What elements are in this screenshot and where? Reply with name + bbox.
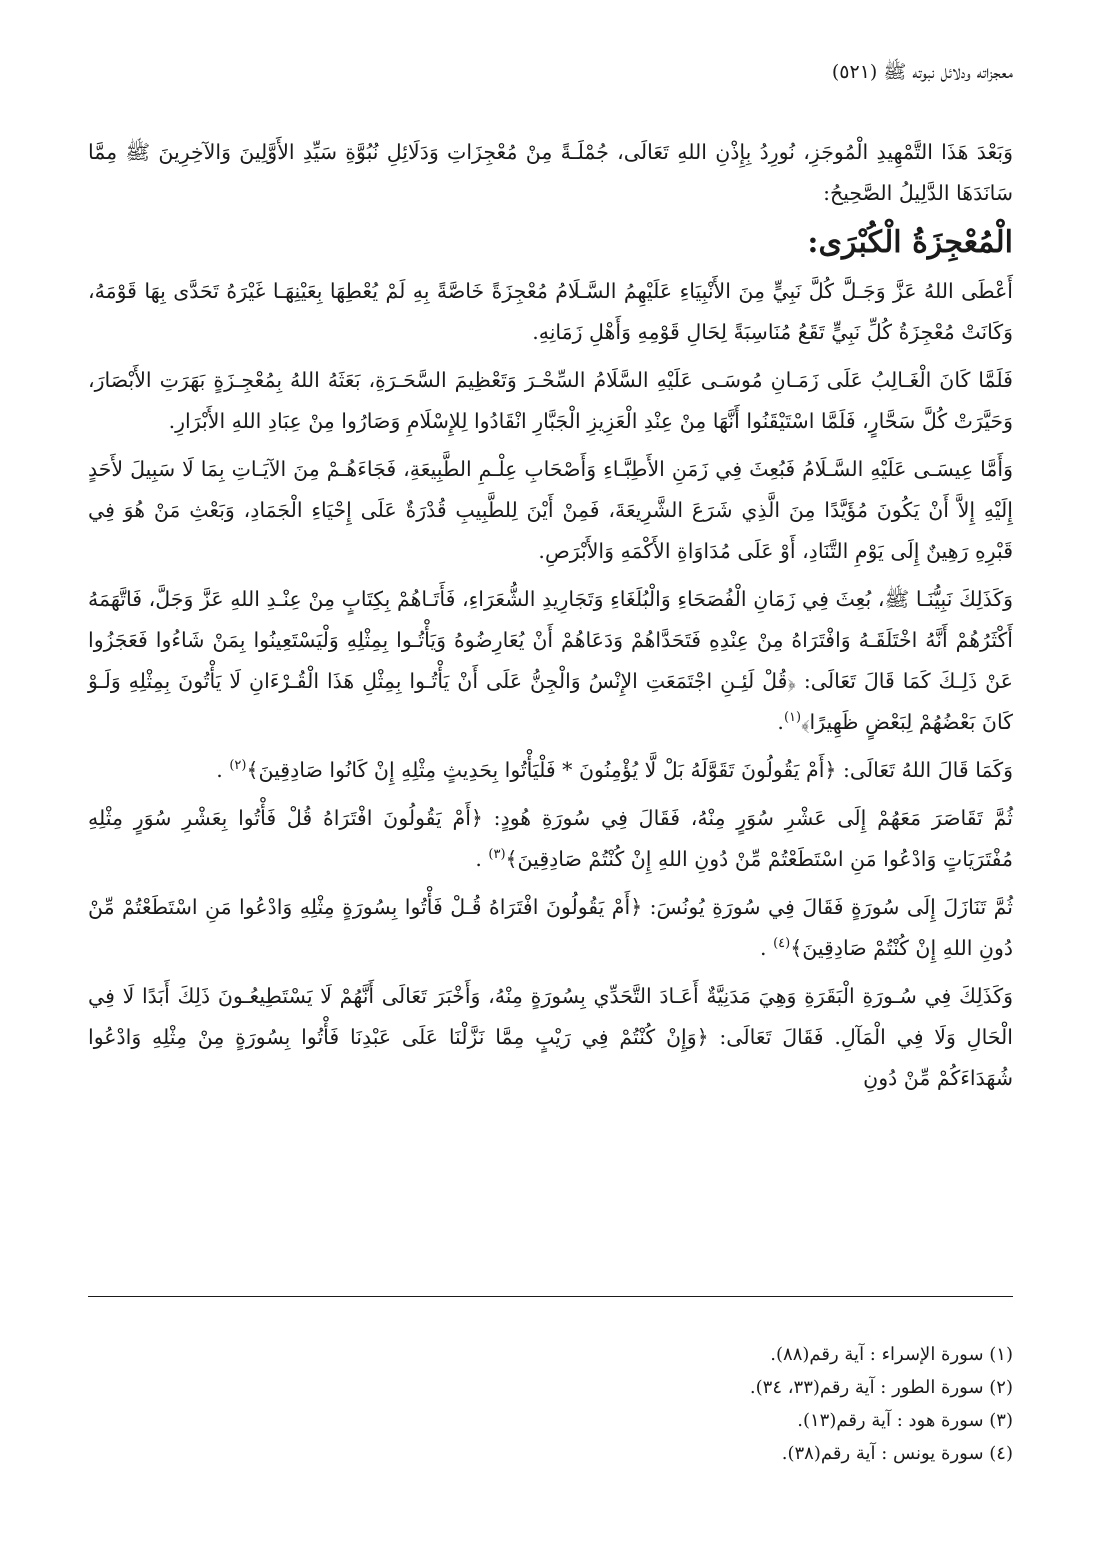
paragraph-4: وَكَذَلِكَ نَبِيُّنَـا ﷺ، بُعِثَ فِي زَمَانِ الْفُصَحَاءِ وَالْبُلَغَاءِ وَتَجَارِيدِ الشُّعَرَاءِ، فَأَتَـاهُمْ بِكِتَابٍ مِنْ عِنْـدِ اللهِ عَزَّ وَجَلَّ، فَاتَّهَمَهُ أَكْثَرُهُمْ أَنَّهُ اخْتَلَقَـهُ وَافْتَرَاهُ مِنْ عِنْدِهِ فَتَحَدَّاهُمْ وَدَعَاهُمْ أَنْ يُعَارِضُوهُ وَيَأْتُـوا بِمِثْلِهِ وَلْيَسْتَعِينُوا بِمَنْ شَاءُوا فَعَجَزُوا عَنْ ذَلِـكَ كَمَا قَالَ تَعَالَى: ﴿قُلْ لَئِـنِ اجْتَمَعَتِ الإِنْسُ وَالْجِنُّ عَلَى أَنْ يَأْتُـوا بِمِثْلِ هَذَا الْقُـرْءَانِ لَا يَأْتُونَ بِمِثْلِهِ وَلَـوْ كَانَ بَعْضُهُمْ لِبَعْضٍ ظَهِيرًا﴾$^{(١)}$. bbox=[88, 587, 1013, 734]
paragraph-6-text: ثُمَّ تَقَاصَرَ مَعَهُمْ إِلَى عَشْرِ سُوَرٍ مِنْهُ، فَقَالَ فِي سُورَةِ هُودٍ: ﴿أَمْ يَقُولُونَ افْتَرَاهُ قُلْ فَأْتُوا بِعَشْرِ سُوَرٍ مِثْلِهِ مُفْتَرَيَاتٍ وَادْعُوا مَنِ اسْتَطَعْتُمْ مِّنْ دُونِ اللهِ إِنْ كُنْتُمْ صَادِقِينَ﴾ bbox=[88, 806, 1013, 871]
paragraph-8: وَكَذَلِكَ فِي سُـورَةِ الْبَقَرَةِ وَهِيَ مَدَنِيَّةٌ أَعَـادَ التَّحَدِّي بِسُورَةٍ مِنْهُ، وَأَخْبَرَ تَعَالَى أَنَّهُمْ لَا يَسْتَطِيعُـونَ ذَلِكَ أَبَدًا لَا فِي الْحَالِ وَلَا فِي الْمَآلِ. فَقَالَ تَعَالَى: ﴿وَإِنْ كُنْتُمْ فِي رَيْبٍ مِمَّا نَزَّلْنَا عَلَى عَبْدِنَا فَأْتُوا بِسُورَةٍ مِنْ مِثْلِهِ وَادْعُوا شُهَدَاءَكُمْ مِّنْ دُونِ bbox=[88, 984, 1013, 1090]
footnote-ref-3[interactable]: (٣) bbox=[488, 847, 506, 863]
paragraph-4-text: وَكَذَلِكَ نَبِيُّنَـا ﷺ، بُعِثَ فِي زَمَانِ الْفُصَحَاءِ وَالْبُلَغَاءِ وَتَجَارِيدِ الشُّعَرَاءِ، فَأَتَـاهُمْ بِكِتَابٍ مِنْ عِنْـدِ اللهِ عَزَّ وَجَلَّ، فَاتَّهَمَهُ أَكْثَرُهُمْ أَنَّهُ اخْتَلَقَـهُ وَافْتَرَاهُ مِنْ عِنْدِهِ فَتَحَدَّاهُمْ وَدَعَاهُمْ أَنْ يُعَارِضُوهُ وَيَأْتُـوا بِمِثْلِهِ وَلْيَسْتَعِينُوا بِمَنْ شَاءُوا فَعَجَزُوا عَنْ ذَلِـكَ كَمَا قَالَ تَعَالَى: ﴿قُلْ لَئِـنِ اجْتَمَعَتِ الإِنْسُ وَالْجِنُّ عَلَى أَنْ يَأْتُـوا بِمِثْلِ هَذَا الْقُـرْءَانِ لَا يَأْتُونَ بِمِثْلِهِ وَلَـوْ كَانَ بَعْضُهُمْ لِبَعْضٍ ظَهِيرًا﴾ bbox=[88, 587, 1013, 734]
running-title: معجزاته ودلائل نبوته ﷺ bbox=[883, 61, 1013, 83]
paragraph-7: ثُمَّ تَنَازَلَ إِلَى سُورَةٍ فَقَالَ فِي سُورَةِ يُونُسَ: ﴿أَمْ يَقُولُونَ افْتَرَاهُ قُـلْ فَأْتُوا بِسُورَةٍ مِثْلِهِ وَادْعُوا مَنِ اسْتَطَعْتُمْ مِّنْ دُونِ اللهِ إِنْ كُنْتُمْ صَادِقِينَ﴾$^{(٤)}$ . bbox=[88, 895, 1013, 960]
footnotes-list bbox=[88, 1338, 1013, 1470]
footnote-1: (١) سورة الإسراء : آية رقم(٨٨). bbox=[770, 1344, 1013, 1365]
paragraph-6: ثُمَّ تَقَاصَرَ مَعَهُمْ إِلَى عَشْرِ سُوَرٍ مِنْهُ، فَقَالَ فِي سُورَةِ هُودٍ: ﴿أَمْ يَقُولُونَ افْتَرَاهُ قُلْ فَأْتُوا بِعَشْرِ سُوَرٍ مِثْلِهِ مُفْتَرَيَاتٍ وَادْعُوا مَنِ اسْتَطَعْتُمْ مِّنْ دُونِ اللهِ إِنْ كُنْتُمْ صَادِقِينَ﴾$^{(٣)}$ . bbox=[88, 806, 1013, 871]
page-number: (٥٢١) bbox=[831, 61, 878, 83]
footnote-ref-1[interactable]: (١) bbox=[783, 710, 802, 726]
footnote-4: (٤) سورة يونس : آية رقم(٣٨). bbox=[781, 1443, 1013, 1464]
paragraph-1: أَعْطَى اللهُ عَزَّ وَجَـلَّ كُلَّ نَبِيٍّ مِنَ الأَنْبِيَاءِ عَلَيْهِمُ السَّـلَامُ مُعْجِزَةً خَاصَّةً بِهِ لَمْ يُعْطِهَا بِعَيْنِهَـا غَيْرَهُ تَحَدَّى بِهَا قَوْمَهُ، وَكَانَتْ مُعْجِزَةُ كُلِّ نَبِيٍّ تَقَعُ مُنَاسِبَةً لِحَالِ قَوْمِهِ وَأَهْلِ زَمَانِهِ. bbox=[88, 279, 1013, 344]
footnote-2: (٢) سورة الطور : آية رقم(٣٣، ٣٤). bbox=[749, 1377, 1013, 1398]
intro-paragraph: وَبَعْدَ هَذَا التَّمْهِيدِ الْمُوجَزِ، نُورِدُ بِإِذْنِ اللهِ تَعَالَى، جُمْلَـةً مِنْ مُعْجِزَاتِ وَدَلَائِلِ نُبُوَّةِ سَيِّدِ الأَوَّلِينَ وَالآخِرِينَ ﷺ مِمَّا سَانَدَهَا الدَّلِيلُ الصَّحِيحُ: bbox=[88, 140, 1013, 205]
running-header bbox=[832, 58, 1013, 86]
paragraph-2: فَلَمَّا كَانَ الْغَـالِبُ عَلَى زَمَـانِ مُوسَـى عَلَيْهِ السَّلَامُ السِّحْـرَ وَتَعْظِيمَ السَّحَـرَةِ، بَعَثَهُ اللهُ بِمُعْجِـزَةٍ بَهَرَتِ الأَبْصَارَ، وَحَيَّرَتْ كُلَّ سَحَّارٍ، فَلَمَّا اسْتَيْقَنُوا أَنَّهَا مِنْ عِنْدِ الْعَزِيزِ الْجَبَّارِ انْقَادُوا لِلإِسْلَامِ وَصَارُوا مِنْ عِبَادِ اللهِ الأَبْرَارِ. bbox=[88, 368, 1013, 433]
paragraph-5-text: وَكَمَا قَالَ اللهُ تَعَالَى: ﴿أَمْ يَقُولُونَ تَقَوَّلَهُ بَلْ لَّا يُؤْمِنُونَ * فَلْيَأْتُوا بِحَدِيثٍ مِثْلِهِ إِنْ كَانُوا صَادِقِينَ﴾ bbox=[246, 758, 1013, 782]
paragraph-7-text: ثُمَّ تَنَازَلَ إِلَى سُورَةٍ فَقَالَ فِي سُورَةِ يُونُسَ: ﴿أَمْ يَقُولُونَ افْتَرَاهُ قُـلْ فَأْتُوا بِسُورَةٍ مِثْلِهِ وَادْعُوا مَنِ اسْتَطَعْتُمْ مِّنْ دُونِ اللهِ إِنْ كُنْتُمْ صَادِقِينَ﴾ bbox=[88, 895, 1013, 960]
main-text bbox=[88, 132, 1013, 1106]
footnote-divider bbox=[88, 1296, 1013, 1297]
footnote-3: (٣) سورة هود : آية رقم(١٣). bbox=[797, 1410, 1013, 1431]
footnote-ref-2[interactable]: (٢) bbox=[229, 758, 247, 774]
paragraph-5: وَكَمَا قَالَ اللهُ تَعَالَى: ﴿أَمْ يَقُولُونَ تَقَوَّلَهُ بَلْ لَّا يُؤْمِنُونَ * فَلْيَأْتُوا بِحَدِيثٍ مِثْلِهِ إِنْ كَانُوا صَادِقِينَ﴾$^{(٢)}$ . bbox=[216, 758, 1013, 782]
paragraph-3: وَأَمَّا عِيسَـى عَلَيْهِ السَّـلَامُ فَبُعِثَ فِي زَمَنِ الأَطِبَّـاءِ وَأَصْحَابِ عِلْـمِ الطَّبِيعَةِ، فَجَاءَهُـمْ مِنَ الآيَـاتِ بِمَا لَا سَبِيلَ لأَحَدٍ إِلَيْهِ إِلاَّ أَنْ يَكُونَ مُؤَيَّدًا مِنَ الَّذِي شَرَعَ الشَّرِيعَةَ، فَمِنْ أَيْنَ لِلطَّبِيبِ قُدْرَةٌ عَلَى إِحْيَاءِ الْجَمَادِ، وَبَعْثِ مَنْ هُوَ فِي قَبْرِهِ رَهِينٌ إِلَى يَوْمِ التَّنَادِ، أَوْ عَلَى مُدَاوَاةِ الأَكْمَهِ وَالأَبْرَصِ. bbox=[88, 457, 1013, 563]
book-page bbox=[88, 48, 1013, 1528]
section-heading: الْمُعْجِزَةُ الْكُبْرَى: bbox=[807, 225, 1013, 260]
footnote-ref-4[interactable]: (٤) bbox=[773, 936, 791, 952]
